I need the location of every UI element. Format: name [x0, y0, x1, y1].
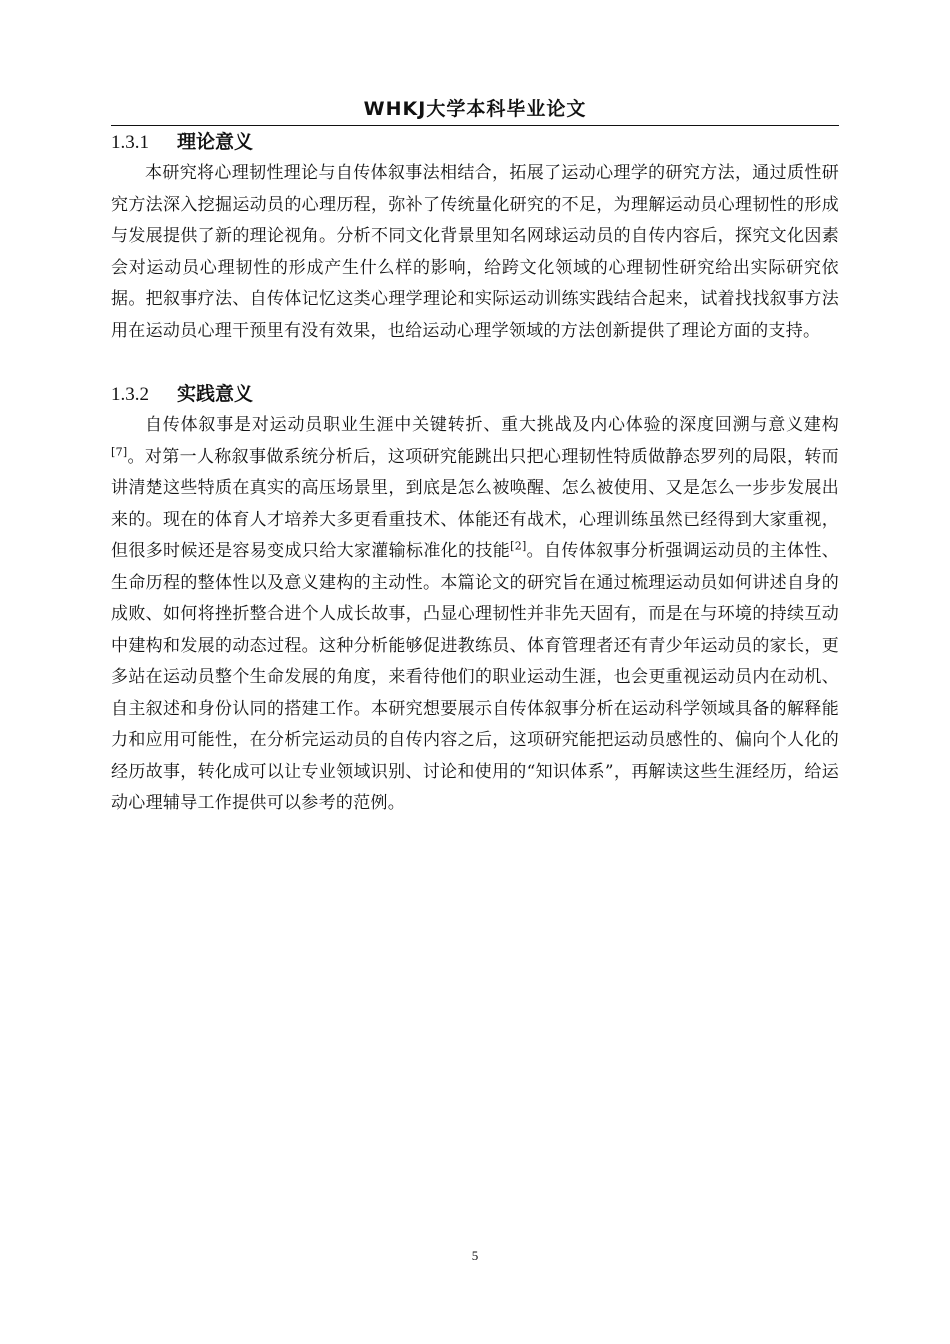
section-number: 1.3.1: [111, 132, 149, 153]
header-rule: [111, 125, 839, 126]
section-practical-significance: [111, 380, 839, 820]
section-title: 理论意义: [177, 131, 254, 153]
paragraph-text: 。自传体叙事分析强调运动员的主体性、生命历程的整体性以及意义建构的主动性。本篇论文的研究旨在通过梳理运动员如何讲述自身的成败、如何将挫折整合进个人成长故事，凸显心理韧性并非先天固有，而是在与环境的持续互动中建构和发展的动态过程。这种分析能够促进教练员、体育管理者还有青少年运动员的家长，更多站在运动员整个生命发展的角度，来看待他们的职业运动生涯，也会更重视运动员内在动机、自主叙述和身份认同的搭建工作。本研究想要展示自传体叙事分析在运动科学领域具备的解释能力和应用可能性，在分析完运动员的自传内容之后，这项研究能把运动员感性的、偏向个人化的经历故事，转化成可以让专业领域识别、讨论和使用的“知识体系”，再解读这些生涯经历，给运动心理辅导工作提供可以参考的范例。: [111, 541, 839, 813]
citation-marker: [2]: [510, 539, 527, 553]
page-number: 5: [471, 1248, 479, 1263]
section-title: 实践意义: [177, 383, 254, 405]
body-paragraph: 本研究将心理韧性理论与自传体叙事法相结合，拓展了运动心理学的研究方法，通过质性研究方法深入挖掘运动员的心理历程，弥补了传统量化研究的不足，为理解运动员心理韧性的形成与发展提供了新的理论视角。分析不同文化背景里知名网球运动员的自传内容后，探究文化因素会对运动员心理韧性的形成产生什么样的影响，给跨文化领域的心理韧性研究给出实际研究依据。把叙事疗法、自传体记忆这类心理学理论和实际运动训练实践结合起来，试着找找叙事方法用在运动员心理干预里有没有效果，也给运动心理学领域的方法创新提供了理论方面的支持。: [111, 163, 839, 341]
section-number: 1.3.2: [111, 384, 149, 405]
paragraph-text: 。对第一人称叙事做系统分析后，这项研究能跳出只把心理韧性特质做静态罗列的局限，转而讲清楚这些特质在真实的高压场景里，到底是怎么被唤醒、怎么被使用、又是怎么一步步发展出来的。现在的体育人才培养大多更看重技术、体能还有战术，心理训练虽然已经得到大家重视，但很多时候还是容易变成只给大家灌输标准化的技能: [111, 446, 839, 561]
citation-marker: [7]: [111, 444, 128, 458]
running-header: WHKJ大学本科毕业论文: [363, 98, 587, 120]
section-heading: [111, 380, 839, 410]
body-paragraph: [111, 410, 839, 820]
paragraph-text: 自传体叙事是对运动员职业生涯中关键转折、重大挑战及内心体验的深度回溯与意义建构: [145, 415, 839, 435]
section-theoretical-significance: [111, 128, 839, 347]
section-heading: [111, 128, 839, 158]
